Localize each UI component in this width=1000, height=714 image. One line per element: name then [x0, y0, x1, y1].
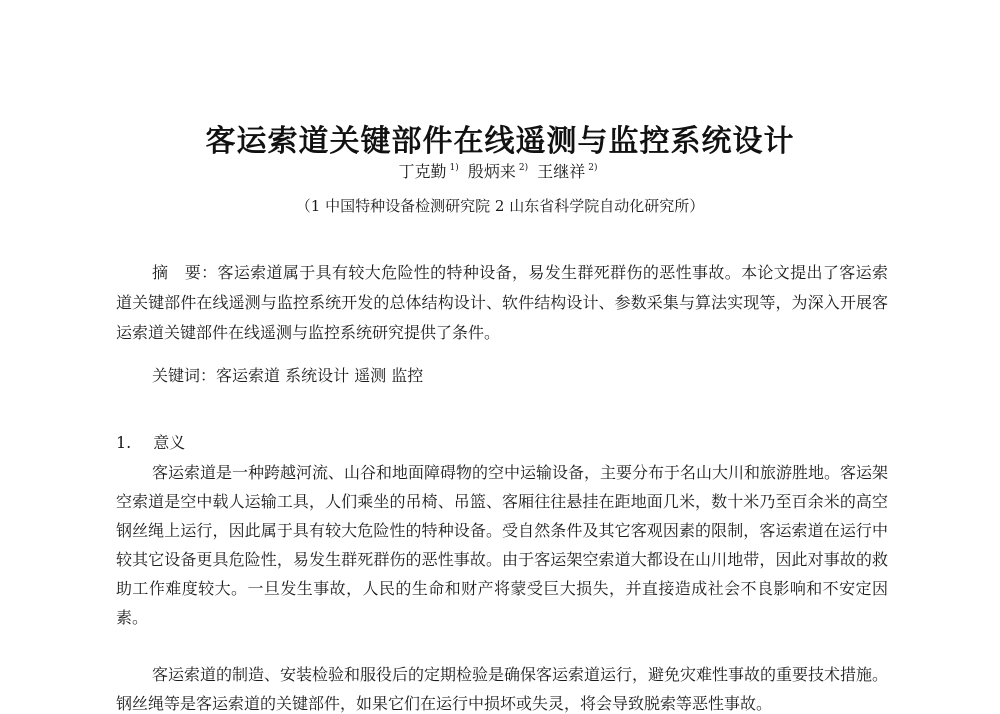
keywords — [152, 363, 423, 386]
abstract-label: 摘 要： — [152, 263, 218, 282]
keywords-label: 关键词： — [152, 366, 217, 385]
section-heading — [116, 430, 185, 453]
body-paragraph: 客运索道的制造、安装检验和服役后的定期检验是确保客运索道运行，避免灾难性事故的重要技术措施。钢丝绳等是客运索道的关键部件，如果它们在运行中损坏或失灵，将会导致脱索等恶性事故。 — [116, 665, 889, 713]
author-name: 丁克勤 — [398, 162, 447, 181]
affiliation-line: （1 中国特种设备检测研究院 2 山东省科学院自动化研究所） — [295, 197, 705, 215]
author-name: 殷炳来 — [467, 162, 516, 181]
abstract-text: 客运索道属于具有较大危险性的特种设备，易发生群死群伤的恶性事故。本论文提出了客运索道关键部件在线遥测与监控系统开发的总体结构设计、软件结构设计、参数采集与算法实现等，为深入开展客运索道关键部件在线遥测与监控系统研究提供了条件。 — [116, 263, 888, 342]
author-list — [0, 159, 1000, 182]
section-title: 意义 — [153, 433, 186, 452]
author-affiliation-mark: 2) — [518, 163, 529, 173]
abstract — [116, 258, 888, 348]
body-paragraph: 客运索道是一种跨越河流、山谷和地面障碍物的空中运输设备，主要分布于名山大川和旅游胜地。客运架空索道是空中载人运输工具，人们乘坐的吊椅、吊篮、客厢往往悬挂在距地面几米，数十米乃至百余米的高空钢丝绳上运行，因此属于具有较大危险性的特种设备。受自然条件及其它客观因素的限制，客运索道在运行中较其它设备更具危险性，易发生群死群伤的恶性事故。由于客运架空索道大都设在山川地带，因此对事故的救助工作难度较大。一旦发生事故，人民的生命和财产将蒙受巨大损失，并直接造成社会不良影响和不安定因素。 — [116, 463, 889, 627]
paper-title: 客运索道关键部件在线遥测与监控系统设计 — [205, 124, 795, 159]
author-affiliation-mark: 2) — [588, 163, 598, 173]
author-affiliation-mark: 1) — [449, 163, 459, 173]
section-number: 1. — [116, 433, 132, 452]
keywords-text: 客运索道 系统设计 遥测 监控 — [216, 366, 424, 385]
author-name: 王继祥 — [537, 162, 586, 181]
